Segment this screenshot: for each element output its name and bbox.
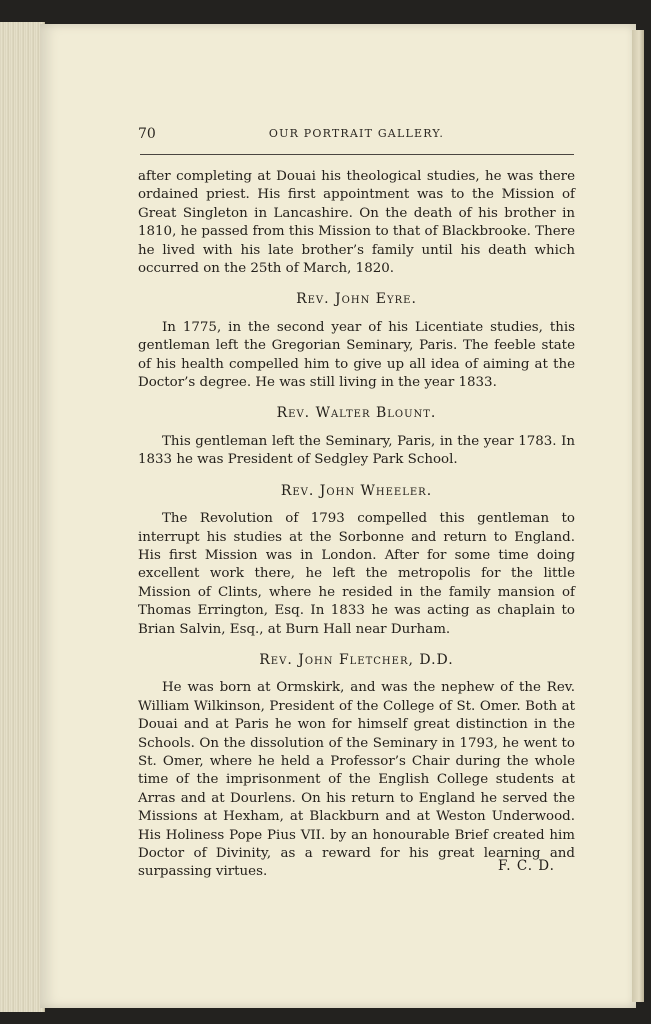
- page-stack-edge: [0, 22, 45, 1012]
- page-right-edge: [632, 30, 644, 1002]
- heading-walter-blount: Rev. Walter Blount.: [276, 405, 437, 422]
- author-signature: F. C. D.: [498, 858, 555, 874]
- heading-john-wheeler: Rev. John Wheeler.: [280, 482, 433, 499]
- header-rule: [140, 154, 574, 155]
- paragraph-walter-blount: This gentleman left the Seminary, Paris, in the year 1783. In 1833 he was President of Sedgley Park School.: [138, 433, 575, 468]
- paragraph-continuation: after completing at Douai his theological studies, he was there ordained priest. His first appointment was to the Mission of Great Singleton in Lancashire. On the death of his brother in 1810, he passed from this Mission to that of Blackbrooke. There he lived with his late brother’s family until his death which occurred on the 25th of March, 1820.: [138, 169, 575, 277]
- body-text: [138, 168, 575, 882]
- running-head: [138, 126, 575, 146]
- paragraph-john-wheeler: The Revolution of 1793 compelled this gentleman to interrupt his studies at the Sorbonne and return to England. His first Mission was in London. After for some time doing excellent work there, he left the metropolis for the little Mission of Clints, where he resided in the family mansion of Thomas Errington, Esq. In 1833 he was acting as chaplain to Brian Salvin, Esq., at Burn Hall near Durham.: [138, 511, 575, 637]
- paragraph-john-fletcher: He was born at Ormskirk, and was the nephew of the Rev. William Wilkinson, President of the College of St. Omer. Both at Douai and at Paris he won for himself great distinction in the Schools. On the dissolution of the Seminary in 1793, he went to St. Omer, where he held a Professor’s Chair during the whole time of the imprisonment of the English College students at Arras and at Dourlens. On his return to England he served the Missions at Hexham, at Blackburn and at Weston Underwood. His Holiness Pope Pius VII. by an honourable Brief created him Doctor of Divinity, as a reward for his great learning and surpassing virtues.: [138, 680, 575, 880]
- page-number: 70: [138, 126, 156, 142]
- paragraph-john-eyre: In 1775, in the second year of his Licentiate studies, this gentleman left the Gregorian Seminary, Paris. The feeble state of his health compelled him to give up all idea of aiming at the Doctor’s degree. He was still living in the year 1833.: [138, 319, 575, 391]
- heading-john-eyre: Rev. John Eyre.: [296, 291, 417, 308]
- running-title: OUR PORTRAIT GALLERY.: [268, 127, 445, 140]
- heading-john-fletcher: Rev. John Fletcher, D.D.: [259, 651, 454, 668]
